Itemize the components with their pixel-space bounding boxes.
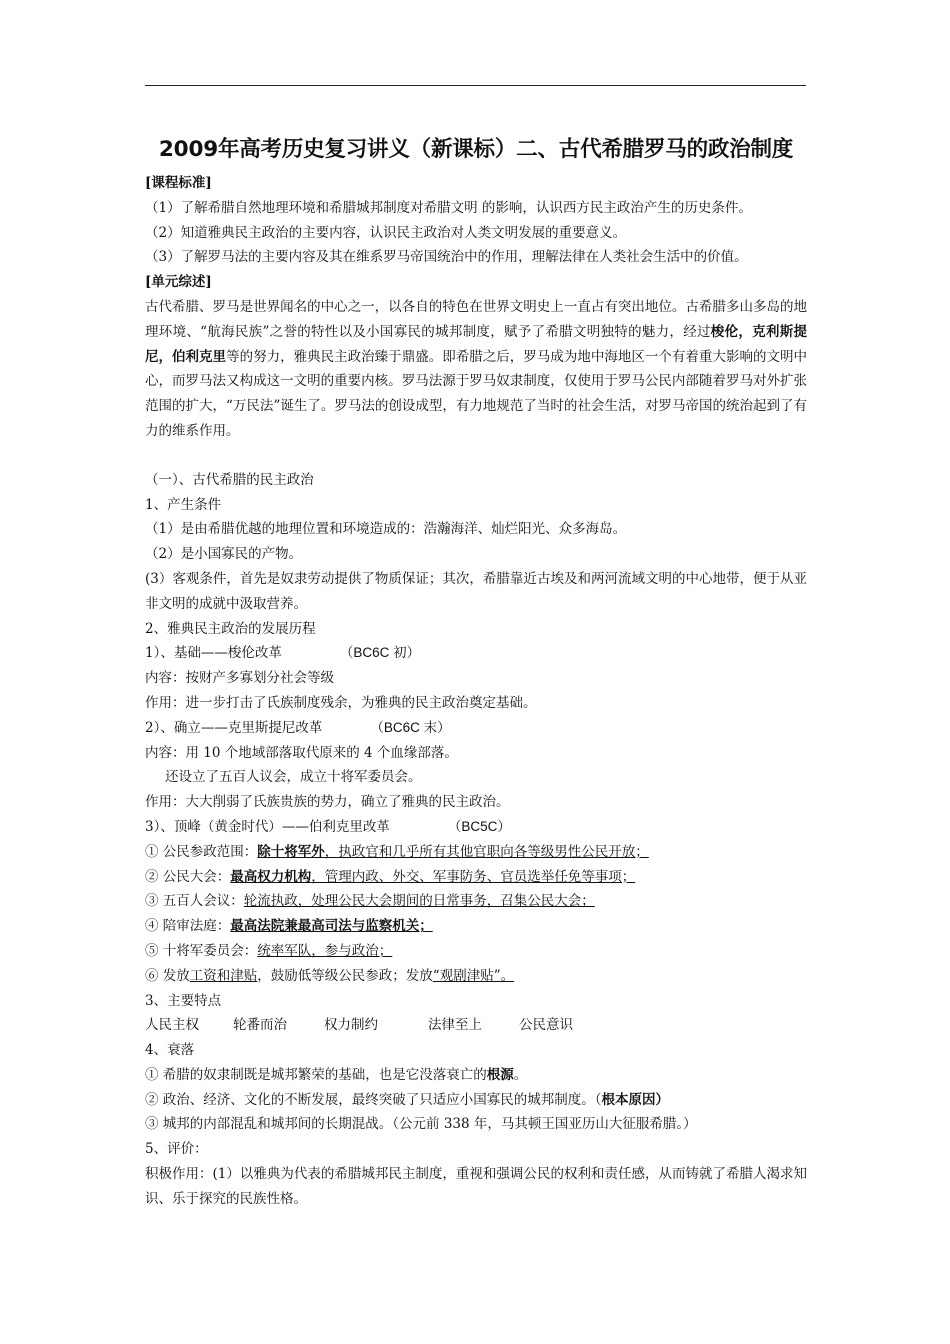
item-rest: 统率军队，参与政治； (257, 942, 393, 959)
item-rest: ，管理内政、外交、军事防务、官员选举任免等事项； (311, 868, 636, 885)
evaluation-paragraph: 积极作用：(1）以雅典为代表的希腊城邦民主制度，重视和强调公民的权利和责任感，从而铸就了希腊人渴求知识、乐于探究的民族性格。 (145, 1166, 807, 1207)
header-rule (145, 85, 806, 86)
unit-text-2: 等的努力，雅典民主政治臻于鼎盛。即希腊之后，罗马成为地中海地区一个有着重大影响的文明中心，而罗马法又构成这一文明的重要内核。罗马法源于罗马奴隶制度，仅使用于罗马公民内部随着罗马对外扩张范围的扩大，“万民法”诞生了。罗马法的创设成型，有力地规范了当时的社会生活，对罗马帝国的统治起到了有力的维系作用。 (145, 348, 807, 439)
doc-title: 2009年高考历史复习讲义（新课标）二、古代希腊罗马的政治制度 (158, 137, 794, 162)
item-bold: 最高法院兼最高司法与监察机关； (230, 918, 433, 935)
feature-4: 法律至上 (428, 1017, 482, 1034)
decline-2-bold: 根本原因） (601, 1091, 670, 1108)
development-1-effect: 作用：进一步打击了氏族制度残余，为雅典的民主政治奠定基础。 (145, 694, 537, 711)
development-2-content-2: 还设立了五百人议会，成立十将军委员会。 (165, 769, 422, 786)
item-rest: ，执政官和几乎所有其他官职向各等级男性公民开放； (324, 843, 649, 860)
condition-2: （2）是小国寡民的产物。 (145, 546, 303, 563)
pericles-item-5 (145, 939, 807, 964)
pericles-item-4 (145, 914, 807, 939)
feature-2: 轮番而治 (233, 1017, 287, 1034)
development-1-date: （BC6C 初） (339, 645, 421, 661)
unit-summary-heading: [单元综述] (145, 274, 212, 291)
feature-1: 人民主权 (145, 1017, 199, 1034)
decline-1 (145, 1063, 807, 1088)
pericles-item-1 (145, 840, 807, 865)
standard-3: （3）了解罗马法的主要内容及其在维系罗马帝国统治中的作用，理解法律在人类社会生活中的价值。 (145, 249, 748, 266)
item-middle: ，鼓励低等级公民参政；发放 (257, 967, 433, 984)
development-2-effect: 作用：大大削弱了氏族贵族的势力，确立了雅典的民主政治。 (145, 794, 510, 811)
development-3-date: （BC5C） (447, 818, 511, 834)
document-page (145, 132, 807, 1212)
item-underlined-2: “观剧津贴”。 (432, 967, 515, 984)
item-lead: ② 公民大会： (145, 868, 231, 885)
unit-bold-names: 梭伦，克利斯提尼，伯利克里 (145, 323, 807, 365)
item-lead: ⑤ 十将军委员会： (145, 942, 258, 959)
unit-summary-paragraph (145, 295, 807, 444)
conditions-heading: 1、产生条件 (145, 496, 222, 513)
decline-heading: 4、衰落 (145, 1042, 195, 1059)
course-standard-heading: [课程标准] (145, 175, 212, 191)
development-2-content: 内容：用 10 个地域部落取代原来的 4 个血缘部落。 (145, 744, 458, 761)
development-1 (145, 641, 807, 666)
section-1-heading: （一）、古代希腊的民主政治 (145, 471, 314, 488)
item-lead: ③ 五百人会议： (145, 893, 244, 910)
feature-3: 权力制约 (324, 1017, 378, 1034)
item-lead: ① 公民参政范围： (145, 843, 258, 860)
decline-1-bold: 根源 (486, 1066, 514, 1083)
decline-1-end: 。 (513, 1066, 528, 1083)
item-bold: 最高权力机构 (230, 868, 312, 885)
item-bold: 除十将军外 (257, 843, 325, 860)
pericles-item-6 (145, 964, 807, 989)
item-lead: ⑥ 发放 (145, 967, 190, 984)
development-heading: 2、雅典民主政治的发展历程 (145, 620, 316, 637)
features-heading: 3、主要特点 (145, 992, 222, 1009)
decline-3: ③ 城邦的内部混乱和城邦间的长期混战。（公元前 338 年，马其顿王国亚历山大征服希腊。） (145, 1116, 697, 1133)
decline-2 (145, 1088, 807, 1113)
item-lead: ④ 陪审法庭： (145, 918, 231, 935)
pericles-item-2 (145, 865, 807, 890)
feature-5: 公民意识 (519, 1017, 573, 1034)
standard-2: （2）知道雅典民主政治的主要内容，认识民主政治对人类文明发展的重要意义。 (145, 224, 627, 241)
features-row (145, 1013, 807, 1038)
development-2 (145, 716, 807, 741)
unit-text-1: 古代希腊、罗马是世界闻名的中心之一，以各自的特色在世界文明史上一直占有突出地位。古希腊多山多岛的地理环境、“航海民族”之誉的特性以及小国寡民的城邦制度，赋予了希腊文明独特的魅力，经过 (145, 298, 807, 340)
development-3-title: 3）、顶峰（黄金时代）——伯利克里改革 (145, 818, 390, 835)
development-1-title: 1）、基础——梭伦改革 (145, 645, 282, 662)
item-rest: 轮流执政，处理公民大会期间的日常事务，召集公民大会； (243, 893, 595, 910)
condition-1: （1）是由希腊优越的地理位置和环境造成的：浩瀚海洋、灿烂阳光、众多海岛。 (145, 521, 627, 538)
pericles-item-3 (145, 889, 807, 914)
development-2-title: 2）、确立——克里斯提尼改革 (145, 719, 323, 736)
decline-2-text: ② 政治、经济、文化的不断发展，最终突破了只适应小国寡民的城邦制度。（ (145, 1091, 602, 1108)
development-1-content: 内容：按财产多寡划分社会等级 (145, 670, 334, 687)
standard-1: （1）了解希腊自然地理环境和希腊城邦制度对希腊文明 的影响，认识西方民主政治产生的历史条件。 (145, 199, 752, 216)
development-3 (145, 815, 807, 840)
condition-3: (3）客观条件，首先是奴隶劳动提供了物质保证；其次，希腊靠近古埃及和两河流域文明的中心地带，便于从亚非文明的成就中汲取营养。 (145, 570, 807, 612)
development-2-date: （BC6C 末） (370, 719, 451, 735)
decline-1-text: ① 希腊的奴隶制既是城邦繁荣的基础，也是它没落衰亡的 (145, 1066, 487, 1083)
item-underlined: 工资和津贴 (189, 967, 258, 984)
evaluation-heading: 5、评价： (145, 1141, 208, 1158)
